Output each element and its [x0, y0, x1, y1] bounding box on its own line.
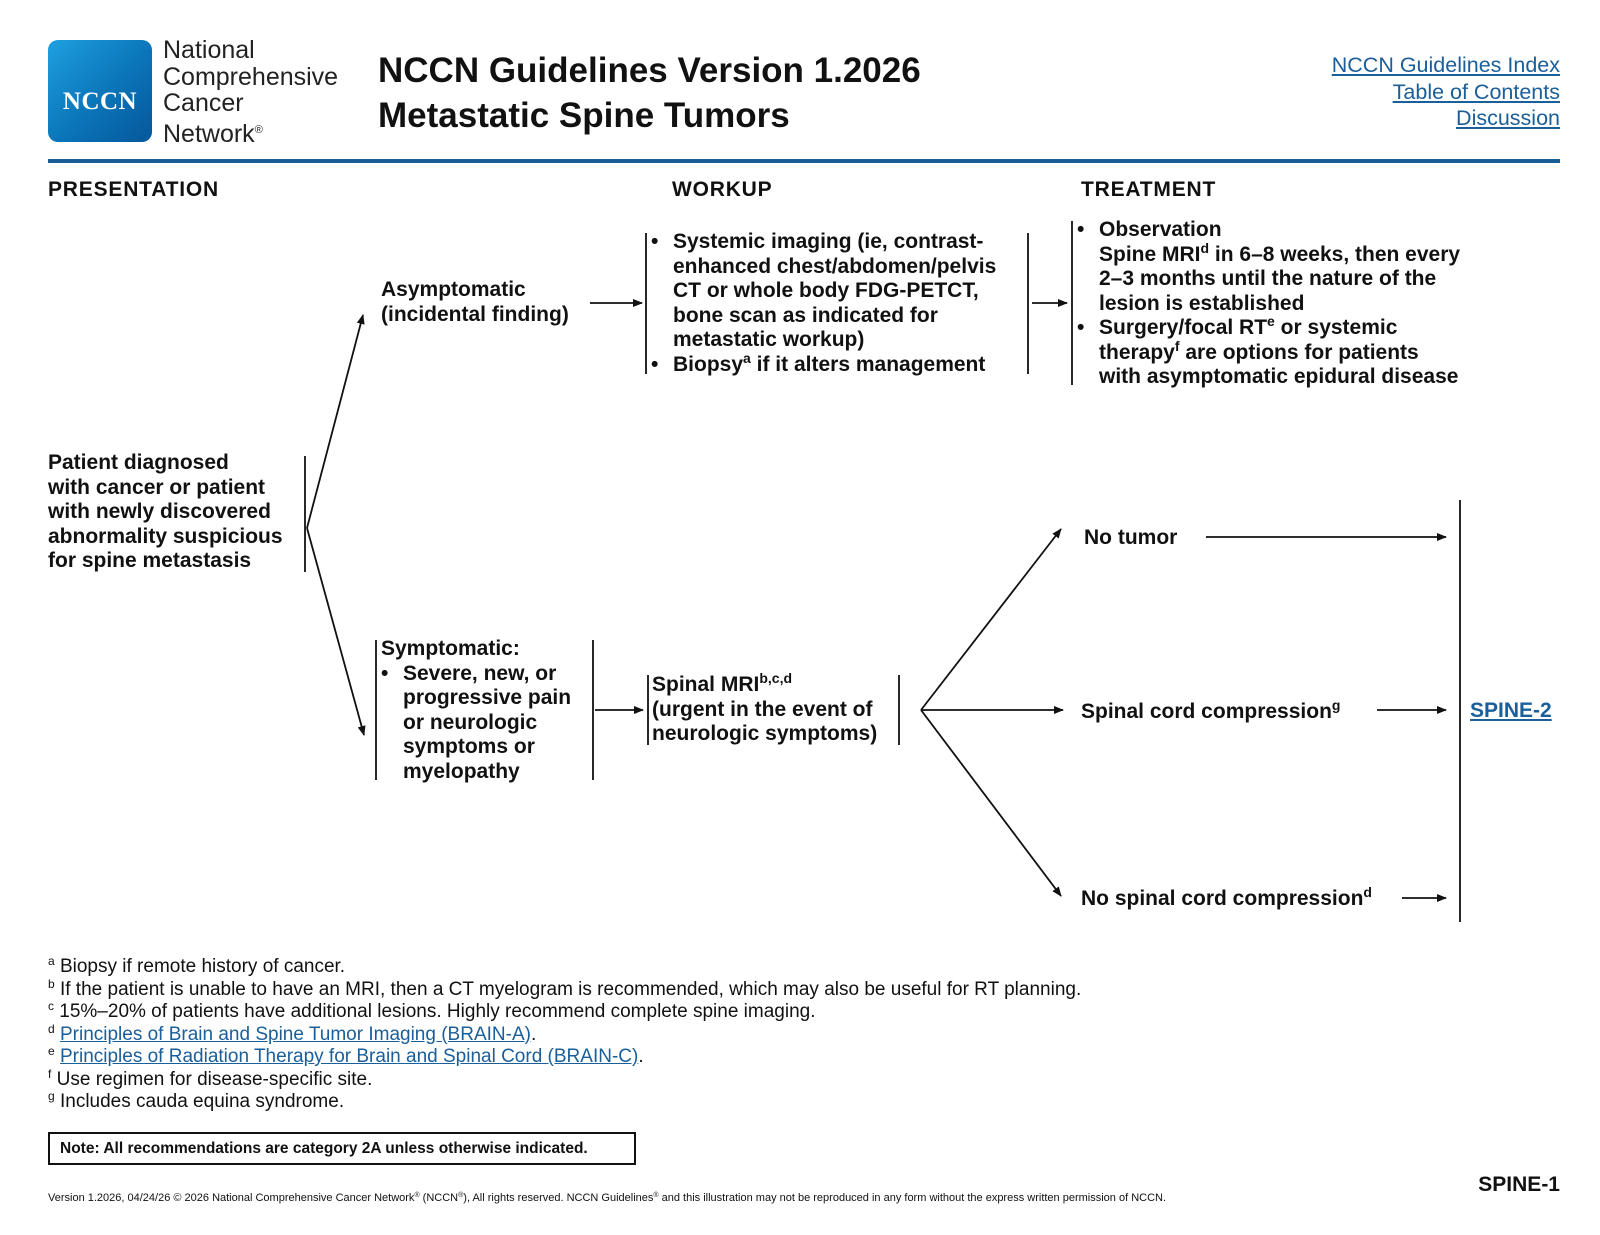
outcome-no-spinal-cord-compression: No spinal cord compression$^d$	[1081, 884, 1372, 910]
footnote-d: $^d$ Principles of Brain and Spine Tumor Imaging (BRAIN-A).	[48, 1021, 537, 1045]
workup-item-systemic-imaging: • Systemic imaging (ie, contrast- enhanced chest/abdomen/pelvis CT or whole body FDG-PETCT, bone scan as indicated for metastatic workup)	[651, 230, 997, 351]
footnote-e: $^e$ Principles of Radiation Therapy for Brain and Spinal Cord (BRAIN-C).	[48, 1044, 644, 1067]
brain-a-link[interactable]: Principles of Brain and Spine Tumor Imaging (BRAIN-A)	[59, 1023, 531, 1045]
treatment-asymptomatic-box	[1077, 218, 1460, 390]
title-topic: Metastatic Spine Tumors	[378, 96, 790, 135]
org-line-3: Cancer	[163, 89, 244, 117]
presentation-box: Patient diagnosed with cancer or patient with newly discovered abnormality suspicious for spine metastasis	[48, 451, 283, 572]
org-line-2: Comprehensive	[163, 62, 339, 91]
treatment-item-surgery: • Surgery/focal $RT^e$ or systemic therapy$^f$ are options for patients with asymptomatic epidural disease	[1077, 313, 1459, 388]
asymptomatic-box: Asymptomatic (incidental finding)	[381, 278, 569, 326]
page-identifier: SPINE-1	[1478, 1173, 1560, 1196]
outcome-spinal-cord-compression: Spinal cord compression$^g$	[1081, 697, 1341, 723]
arrow-to-no-tumor	[921, 529, 1061, 710]
discussion-link[interactable]: Discussion	[1456, 106, 1560, 130]
arrow-to-no-compression	[921, 710, 1061, 896]
workup-asymptomatic-box	[651, 230, 996, 377]
footnote-ref: d	[1363, 884, 1372, 900]
footnote-a: $^a$ Biopsy if remote history of cancer.	[48, 954, 346, 977]
workup-item-biopsy: • Biopsy$^a$ if it alters management	[651, 349, 986, 376]
title-version: NCCN Guidelines Version 1.2026	[378, 51, 921, 90]
footnote-ref: e	[1267, 313, 1275, 329]
logo-text: NCCN	[62, 88, 138, 115]
workup-header: WORKUP	[672, 178, 773, 201]
footnote-ref: b,c,d	[759, 670, 793, 686]
outcome-no-tumor: No tumor	[1084, 526, 1178, 549]
footnote-c: $^c$ 15%–20% of patients have additional lesions. Highly recommend complete spine imaging.	[48, 999, 816, 1022]
arrow-to-symptomatic	[307, 528, 364, 735]
brain-c-link[interactable]: Principles of Radiation Therapy for Brain and Spinal Cord (BRAIN-C)	[59, 1046, 639, 1067]
guidelines-index-link[interactable]: NCCN Guidelines Index	[1331, 53, 1560, 77]
presentation-header: PRESENTATION	[48, 178, 219, 201]
spine-2-link[interactable]: SPINE-2	[1470, 699, 1552, 722]
treatment-item-observation: • Observation Spine MRI$^d$ in 6–8 weeks, then every 2–3 months until the nature of the lesion is established	[1077, 218, 1461, 315]
category-note: Note: All recommendations are category 2A unless otherwise indicated.	[48, 1132, 636, 1165]
footnotes	[48, 956, 1081, 1114]
footnote-ref: d	[1200, 239, 1210, 256]
org-line-1: National	[163, 36, 255, 64]
table-of-contents-link[interactable]: Table of Contents	[1392, 79, 1560, 104]
footnote-g: $^g$ Includes cauda equina syndrome.	[48, 1089, 345, 1112]
copyright-line: Version 1.2026, 04/24/26 © 2026 National Comprehensive Cancer Network® (NCCN®), All rights reserved. NCCN Guidelines® and this illustration may not be reproduced in any form without the express written permission of NCCN.	[48, 1192, 1167, 1204]
registered-mark: ®	[254, 123, 263, 136]
spinal-mri-box: Spinal MRI$^{b,c,d}$ (urgent in the event of neurologic symptoms)	[652, 670, 878, 745]
footnote-ref: a	[743, 349, 751, 366]
treatment-header: TREATMENT	[1081, 178, 1217, 201]
symptomatic-box: Symptomatic: • Severe, new, or progressive pain or neurologic symptoms or myelopathy	[381, 637, 572, 783]
footnote-f: $^f$ Use regimen for disease-specific site.	[48, 1066, 373, 1090]
arrow-to-asymptomatic	[307, 315, 363, 528]
org-line-4: Network®	[163, 119, 263, 148]
footnote-ref: f	[1174, 337, 1180, 354]
footnote-b: $^b$ If the patient is unable to have an MRI, then a CT myelogram is recommended, which may also be useful for RT planning.	[48, 976, 1082, 1000]
footnote-ref: g	[1331, 697, 1341, 713]
symptomatic-title: Symptomatic:	[381, 637, 520, 660]
